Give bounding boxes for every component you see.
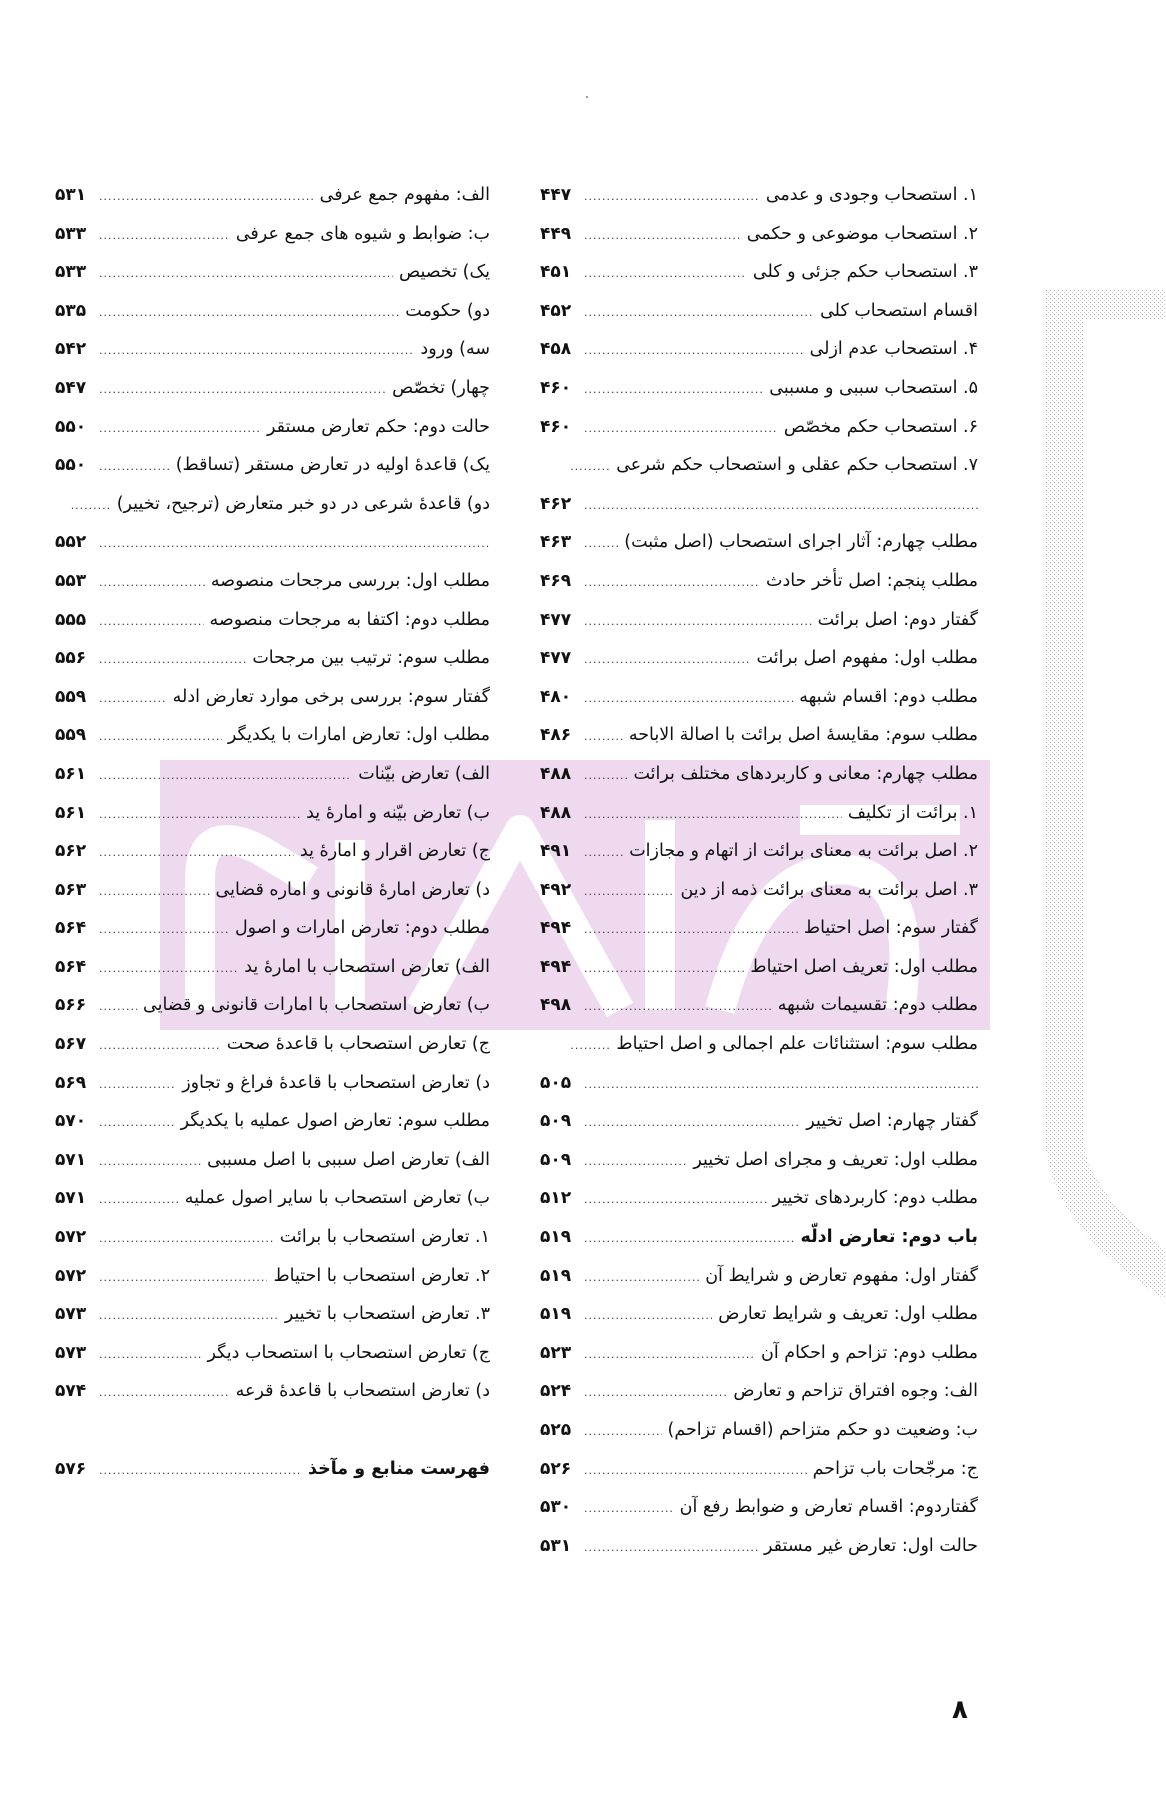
toc-entry[interactable] xyxy=(55,1450,490,1489)
toc-entry-title: ج: مرجّحات باب تزاحم xyxy=(812,1458,978,1479)
toc-entry[interactable] xyxy=(55,1257,490,1296)
toc-entry-title: ج) تعارض استصحاب با استصحاب دیگر xyxy=(207,1342,490,1363)
toc-entry-title: ب) تعارض استصحاب با امارات قانونی و قضایی xyxy=(143,995,490,1016)
toc-entry-title: مطلب چهارم: آثار اجرای استصحاب (اصل مثبت) xyxy=(624,532,978,553)
toc-entry[interactable] xyxy=(540,639,978,678)
toc-entry-page: ۴۹۴ xyxy=(540,918,572,939)
toc-entry-title: ۳. استصحاب حکم جزئی و کلی xyxy=(752,262,978,283)
toc-entry[interactable] xyxy=(540,871,978,910)
toc-entry[interactable] xyxy=(540,446,978,485)
toc-entry[interactable] xyxy=(55,1372,490,1411)
toc-entry[interactable] xyxy=(55,523,490,562)
toc-entry-page: ۵۷۰ xyxy=(55,1111,87,1132)
toc-entry-page: ۵۳۱ xyxy=(540,1535,572,1556)
page-edge-decoration xyxy=(1046,290,1166,1420)
dot-leader xyxy=(99,1143,201,1182)
dot-leader xyxy=(584,1181,767,1220)
toc-entry[interactable] xyxy=(540,1102,978,1141)
toc-entry[interactable] xyxy=(55,1102,490,1141)
toc-entry-page: ۵۳۳ xyxy=(55,223,87,244)
toc-entry-title: مطلب دوم: تعارض امارات و اصول xyxy=(234,918,490,939)
toc-entry[interactable] xyxy=(540,253,978,292)
dot-leader xyxy=(99,641,246,680)
toc-entry[interactable] xyxy=(540,523,978,562)
toc-entry[interactable] xyxy=(55,1025,490,1064)
toc-entry-page: ۴۵۱ xyxy=(540,262,572,283)
toc-entry-page: ۵۱۲ xyxy=(540,1188,572,1209)
toc-entry-page: ۵۷۲ xyxy=(55,1227,87,1248)
toc-entry[interactable] xyxy=(540,1411,978,1450)
toc-entry-title: مطلب اول: تعریف و شرایط تعارض xyxy=(718,1304,978,1325)
dot-leader xyxy=(99,950,238,989)
toc-entry-page: ۵۵۲ xyxy=(55,532,87,553)
toc-entry-page: ۴۵۸ xyxy=(540,339,572,360)
dot-leader xyxy=(99,1220,274,1259)
dot-leader xyxy=(584,371,763,410)
toc-entry-page: ۵۷۶ xyxy=(55,1458,87,1479)
toc-entry-page: ۴۶۹ xyxy=(540,570,572,591)
dot-leader xyxy=(99,988,137,1027)
toc-entry-page: ۵۰۵ xyxy=(540,1072,572,1093)
toc-entry-page: ۵۵۹ xyxy=(55,725,87,746)
toc-entry[interactable] xyxy=(540,330,978,369)
dot-leader xyxy=(584,757,627,796)
dot-leader xyxy=(99,1027,221,1066)
toc-entry-title: گفتار چهارم: اصل تخییر xyxy=(806,1111,978,1132)
toc-entry-title: مطلب دوم: اقسام شبهه xyxy=(799,686,978,707)
toc-entry[interactable] xyxy=(55,330,490,369)
dot-leader xyxy=(99,873,210,912)
toc-entry-title: حالت دوم: حکم تعارض مستقر xyxy=(266,416,490,437)
toc-entry-page: ۵۰۹ xyxy=(540,1149,572,1170)
toc-entry[interactable] xyxy=(540,562,978,601)
toc-entry-title: الف: وجوه افتراق تزاحم و تعارض xyxy=(733,1381,978,1402)
toc-entry-page: ۵۵۶ xyxy=(55,648,87,669)
toc-entry-title: مطلب پنجم: اصل تأخر حادث xyxy=(765,570,978,591)
toc-entry-title: ج) تعارض استصحاب با قاعدهٔ صحت xyxy=(226,1034,490,1055)
toc-entry-title: د) تعارض امارهٔ قانونی و اماره قضایی xyxy=(215,879,490,900)
toc-entry-page: ۵۶۳ xyxy=(55,879,87,900)
dot-leader xyxy=(99,371,386,410)
toc-entry-page: ۴۶۰ xyxy=(540,377,572,398)
toc-entry[interactable] xyxy=(540,986,978,1025)
toc-entry-title: ۶. استصحاب حکم مخصّص xyxy=(783,416,978,437)
dot-leader xyxy=(584,1259,699,1298)
toc-entry[interactable] xyxy=(540,408,978,447)
toc-entry-page: ۵۵۵ xyxy=(55,609,87,630)
toc-entry-title: مطلب چهارم: معانی و کاربردهای مختلف برائت xyxy=(633,763,978,784)
toc-entry-title: ۴. استصحاب عدم ازلی xyxy=(809,339,978,360)
toc-entry[interactable] xyxy=(540,369,978,408)
toc-entry-page: ۵۶۶ xyxy=(55,995,87,1016)
toc-entry[interactable] xyxy=(540,948,978,987)
toc-entry-page: ۵۰۹ xyxy=(540,1111,572,1132)
toc-entry[interactable] xyxy=(55,755,490,794)
toc-entry-page: ۵۳۱ xyxy=(55,185,87,205)
toc-entry-title: الف) تعارض بیّنات xyxy=(358,763,490,784)
dot-leader xyxy=(570,448,610,487)
toc-entry-title: ۲. اصل برائت به معنای برائت از اتهام و مجازات xyxy=(629,841,978,862)
toc-entry-page: ۵۴۲ xyxy=(55,339,87,360)
toc-entry-title: الف) تعارض استصحاب با امارهٔ ید xyxy=(244,956,490,977)
toc-entry[interactable] xyxy=(55,292,490,331)
dot-leader xyxy=(99,680,167,719)
toc-entry[interactable] xyxy=(55,909,490,948)
toc-entry[interactable] xyxy=(55,716,490,755)
dot-leader xyxy=(584,217,741,256)
toc-entry-page: ۴۵۲ xyxy=(540,300,572,321)
toc-entry-title: باب دوم: تعارض ادلّه xyxy=(800,1227,978,1248)
toc-entry-title: گفتار دوم: اصل برائت xyxy=(817,609,978,630)
toc-entry-page: ۴۶۲ xyxy=(540,493,572,514)
toc-entry-title: ۱. برائت از تکلیف xyxy=(847,802,978,823)
dot-leader xyxy=(99,1336,201,1375)
dot-leader xyxy=(99,294,399,333)
toc-entry[interactable] xyxy=(55,176,490,215)
toc-entry[interactable] xyxy=(540,485,978,524)
dot-leader xyxy=(99,1452,302,1491)
dot-leader xyxy=(584,950,744,989)
toc-entry-title: ۲. استصحاب موضوعی و حکمی xyxy=(746,223,978,244)
toc-entry-title: دو) حکومت xyxy=(405,300,490,321)
toc-entry[interactable] xyxy=(540,1257,978,1296)
toc-entry[interactable] xyxy=(55,1334,490,1373)
toc-entry[interactable] xyxy=(55,1218,490,1257)
dot-leader xyxy=(584,1374,727,1413)
toc-entry-page: ۵۲۴ xyxy=(540,1381,572,1402)
toc-entry[interactable] xyxy=(55,948,490,987)
dot-leader xyxy=(99,718,222,757)
toc-entry-page: ۵۲۵ xyxy=(540,1420,572,1440)
dot-leader xyxy=(584,834,623,873)
toc-entry-title: ب: ضوابط و شیوه های جمع عرفی xyxy=(235,223,490,244)
toc-entry[interactable] xyxy=(540,292,978,331)
toc-entry-title: ۷. استصحاب حکم عقلی و استصحاب حکم شرعی xyxy=(616,455,978,476)
dot-leader xyxy=(584,1336,755,1375)
dot-leader xyxy=(99,217,230,256)
toc-entry[interactable] xyxy=(55,871,490,910)
toc-entry[interactable] xyxy=(55,408,490,447)
toc-entry-title: اقسام استصحاب کلی xyxy=(820,300,978,321)
toc-entry-title: مطلب سوم: مقایسهٔ اصل برائت با اصالة الاباحه xyxy=(628,725,978,746)
dot-leader xyxy=(584,1490,674,1529)
toc-entry-page: ۵۵۳ xyxy=(55,570,87,591)
toc-entry-page: ۵۲۶ xyxy=(540,1458,572,1479)
toc-entry[interactable] xyxy=(55,253,490,292)
toc-entry-title: ب) تعارض بیّنه و امارهٔ ید xyxy=(306,802,490,823)
toc-entry-title: فهرست منابع و مآخذ xyxy=(308,1458,490,1479)
toc-entry-title: مطلب اول: تعارض امارات با یکدیگر xyxy=(227,725,490,746)
dot-leader xyxy=(584,1413,662,1452)
toc-entry-page: ۵۷۴ xyxy=(55,1381,87,1402)
dot-leader xyxy=(584,1143,687,1182)
toc-entry[interactable] xyxy=(55,1179,490,1218)
dot-leader xyxy=(99,448,170,487)
toc-left-column xyxy=(55,176,490,1488)
dot-leader xyxy=(99,796,300,835)
toc-entry-title: گفتار اول: مفهوم تعارض و شرایط آن xyxy=(705,1265,978,1286)
toc-entry-title: ۱. تعارض استصحاب با برائت xyxy=(279,1227,490,1248)
toc-entry[interactable] xyxy=(540,716,978,755)
dot-leader xyxy=(99,525,490,564)
toc-entry-page: ۵۱۹ xyxy=(540,1304,572,1325)
toc-entry[interactable] xyxy=(55,1295,490,1334)
toc-entry[interactable] xyxy=(55,639,490,678)
dot-leader xyxy=(584,641,751,680)
toc-entry-title: مطلب اول: تعریف و مجرای اصل تخییر xyxy=(693,1149,978,1170)
toc-entry-page: ۴۴۹ xyxy=(540,223,572,244)
toc-entry[interactable] xyxy=(55,678,490,717)
dot-leader xyxy=(99,1374,230,1413)
toc-entry-page: ۴۷۷ xyxy=(540,609,572,630)
toc-entry-title: گفتار سوم: اصل احتیاط xyxy=(803,918,978,939)
dot-leader xyxy=(584,178,760,217)
dot-leader xyxy=(99,834,294,873)
toc-entry-page: ۵۳۰ xyxy=(540,1497,572,1518)
toc-entry-page: ۵۱۹ xyxy=(540,1227,572,1248)
toc-entry[interactable] xyxy=(540,1218,978,1257)
dot-leader xyxy=(99,178,314,217)
dot-leader xyxy=(99,911,229,950)
toc-entry-title: د) تعارض استصحاب با قاعدهٔ قرعه xyxy=(235,1381,490,1402)
toc-entry[interactable] xyxy=(540,1527,978,1566)
toc-entry-title: ۲. تعارض استصحاب با احتیاط xyxy=(273,1265,490,1286)
toc-entry-title: الف: مفهوم جمع عرفی xyxy=(319,185,490,205)
toc-entry[interactable] xyxy=(540,215,978,254)
toc-entry-title: ۵. استصحاب سببی و مسببی xyxy=(769,377,978,398)
dot-leader xyxy=(99,1259,267,1298)
toc-entry-page: ۵۲۳ xyxy=(540,1342,572,1363)
toc-entry-title: مطلب اول: بررسی مرجحات منصوصه xyxy=(210,570,490,591)
toc-entry-page: ۵۷۳ xyxy=(55,1304,87,1325)
toc-entry[interactable] xyxy=(55,562,490,601)
toc-entry-page: ۵۶۷ xyxy=(55,1034,87,1055)
toc-entry[interactable] xyxy=(540,176,978,215)
toc-entry-title: گفتار سوم: بررسی برخی موارد تعارض ادله xyxy=(172,686,490,707)
dot-leader xyxy=(99,255,393,294)
dot-leader xyxy=(584,1066,978,1105)
toc-entry-page: ۵۷۱ xyxy=(55,1188,87,1209)
dot-leader xyxy=(584,525,618,564)
toc-entry-title: چهار) تخصّص xyxy=(392,377,490,398)
toc-entry-title: سه) ورود xyxy=(420,339,490,360)
toc-entry-title: ب: وضعیت دو حکم متزاحم (اقسام تزاحم) xyxy=(667,1420,978,1440)
toc-entry[interactable] xyxy=(55,369,490,408)
toc-entry-page: ۵۶۴ xyxy=(55,956,87,977)
dot-leader xyxy=(584,718,623,757)
scan-speck xyxy=(586,96,588,98)
toc-entry-page: ۴۹۱ xyxy=(540,841,572,862)
toc-entry-title: یک) تخصیص xyxy=(399,262,490,283)
toc-entry-page: ۵۳۳ xyxy=(55,262,87,283)
toc-entry-page: ۵۶۴ xyxy=(55,918,87,939)
toc-entry-page: ۵۶۱ xyxy=(55,763,87,784)
toc-entry-title: ج) تعارض اقرار و امارهٔ ید xyxy=(299,841,490,862)
toc-entry-page: ۴۴۷ xyxy=(540,185,572,205)
toc-entry-title: مطلب دوم: اکتفا به مرجحات منصوصه xyxy=(209,609,490,630)
toc-entry-page: ۴۸۸ xyxy=(540,763,572,784)
toc-right-column xyxy=(540,176,978,1565)
dot-leader xyxy=(584,796,842,835)
dot-leader xyxy=(99,757,352,796)
toc-entry-page: ۴۸۶ xyxy=(540,725,572,746)
toc-entry[interactable] xyxy=(540,678,978,717)
dot-leader xyxy=(584,1104,800,1143)
dot-leader xyxy=(584,1297,712,1336)
toc-entry[interactable] xyxy=(540,794,978,833)
toc-entry-title: حالت اول: تعارض غیر مستقر xyxy=(764,1535,978,1556)
toc-entry[interactable] xyxy=(540,832,978,871)
toc-entry-page: ۴۹۴ xyxy=(540,956,572,977)
dot-leader xyxy=(584,911,798,950)
dot-leader xyxy=(584,680,793,719)
toc-entry-page: ۴۸۸ xyxy=(540,802,572,823)
toc-entry[interactable] xyxy=(55,485,490,524)
toc-entry[interactable] xyxy=(540,1025,978,1064)
toc-entry-title: الف) تعارض اصل سببی با اصل مسببی xyxy=(207,1149,490,1170)
dot-leader xyxy=(584,603,812,642)
dot-leader xyxy=(584,988,772,1027)
toc-entry-title: ۳. تعارض استصحاب با تخییر xyxy=(284,1304,490,1325)
toc-entry[interactable] xyxy=(55,601,490,640)
dot-leader xyxy=(584,1529,758,1568)
toc-entry[interactable] xyxy=(55,215,490,254)
toc-entry-page: ۴۷۷ xyxy=(540,648,572,669)
toc-entry-page: ۵۶۲ xyxy=(55,841,87,862)
dot-leader xyxy=(584,332,804,371)
toc-entry[interactable] xyxy=(540,755,978,794)
dot-leader xyxy=(99,1297,279,1336)
toc-entry[interactable] xyxy=(55,832,490,871)
toc-entry[interactable] xyxy=(540,1179,978,1218)
toc-entry-title: د) تعارض استصحاب با قاعدهٔ فراغ و تجاوز xyxy=(182,1072,490,1093)
toc-entry-page: ۵۵۰ xyxy=(55,416,87,437)
dot-leader xyxy=(584,873,674,912)
toc-entry[interactable] xyxy=(55,794,490,833)
dot-leader xyxy=(71,487,111,526)
toc-entry-page: ۵۷۳ xyxy=(55,1342,87,1363)
toc-entry-page: ۵۷۲ xyxy=(55,1265,87,1286)
toc-entry-page: ۴۶۰ xyxy=(540,416,572,437)
toc-entry-page: ۵۵۹ xyxy=(55,686,87,707)
toc-entry-title: ۱. استصحاب وجودی و عدمی xyxy=(765,185,978,205)
toc-entry[interactable] xyxy=(55,1141,490,1180)
dot-leader xyxy=(584,294,814,333)
toc-entry-page: ۵۶۹ xyxy=(55,1072,87,1093)
toc-entry-title: مطلب سوم: تعارض اصول عملیه با یکدیگر xyxy=(180,1111,490,1132)
toc-entry-title: مطلب دوم: تزاحم و احکام آن xyxy=(760,1342,978,1363)
toc-entry[interactable] xyxy=(540,601,978,640)
toc-entry-page: ۵۶۱ xyxy=(55,802,87,823)
toc-entry-title: مطلب سوم: ترتیب بین مرجحات xyxy=(252,648,490,669)
dot-leader xyxy=(584,1220,795,1259)
toc-entry[interactable] xyxy=(540,1064,978,1103)
toc-entry-page: ۴۹۸ xyxy=(540,995,572,1016)
toc-entry-title: گفتاردوم: اقسام تعارض و ضوابط رفع آن xyxy=(679,1497,978,1518)
toc-entry-page: ۴۹۲ xyxy=(540,879,572,900)
toc-entry[interactable] xyxy=(540,1295,978,1334)
dot-leader xyxy=(99,1181,179,1220)
dot-leader xyxy=(584,564,760,603)
spacer xyxy=(55,1411,490,1450)
toc-entry[interactable] xyxy=(55,1064,490,1103)
toc-entry-page: ۵۷۱ xyxy=(55,1149,87,1170)
toc-entry[interactable] xyxy=(540,909,978,948)
toc-entry-title: ب) تعارض استصحاب با سایر اصول عملیه xyxy=(184,1188,490,1209)
dot-leader xyxy=(99,1066,176,1105)
dot-leader xyxy=(584,255,747,294)
toc-entry-title: مطلب اول: تعریف اصل احتیاط xyxy=(750,956,978,977)
dot-leader xyxy=(99,564,205,603)
dot-leader xyxy=(570,1027,610,1066)
toc-entry[interactable] xyxy=(540,1488,978,1527)
toc-entry-page: ۵۱۹ xyxy=(540,1265,572,1286)
toc-entry-title: دو) قاعدهٔ شرعی در دو خبر متعارض (ترجیح، تخییر) xyxy=(116,493,490,514)
toc-entry[interactable] xyxy=(55,446,490,485)
toc-entry[interactable] xyxy=(540,1141,978,1180)
toc-entry[interactable] xyxy=(540,1334,978,1373)
toc-entry[interactable] xyxy=(540,1372,978,1411)
dot-leader xyxy=(99,332,414,371)
toc-entry-title: ۳. اصل برائت به معنای برائت ذمه از دین xyxy=(680,879,978,900)
dot-leader xyxy=(584,1452,807,1491)
toc-entry-page: ۴۸۰ xyxy=(540,686,572,707)
dot-leader xyxy=(99,603,204,642)
toc-entry[interactable] xyxy=(55,986,490,1025)
toc-entry-page: ۴۶۳ xyxy=(540,532,572,553)
toc-entry-page: ۵۴۷ xyxy=(55,377,87,398)
toc-entry-title: یک) قاعدهٔ اولیه در تعارض مستقر (تساقط) xyxy=(175,455,490,476)
page-number: ۸ xyxy=(952,1695,968,1725)
toc-entry-title: مطلب سوم: استثنائات علم اجمالی و اصل احتیاط xyxy=(616,1034,978,1055)
toc-entry-title: مطلب دوم: کاربردهای تخییر xyxy=(772,1188,978,1209)
toc-entry-title: مطلب دوم: تقسیمات شبهه xyxy=(777,995,978,1016)
toc-entry-page: ۵۳۵ xyxy=(55,300,87,321)
toc-entry[interactable] xyxy=(540,1450,978,1489)
toc-entry-page: ۵۵۰ xyxy=(55,455,87,476)
dot-leader xyxy=(99,1104,175,1143)
toc-entry-title: مطلب اول: مفهوم اصل برائت xyxy=(756,648,978,669)
dot-leader xyxy=(584,487,978,526)
dot-leader xyxy=(99,410,261,449)
dot-leader xyxy=(584,410,778,449)
